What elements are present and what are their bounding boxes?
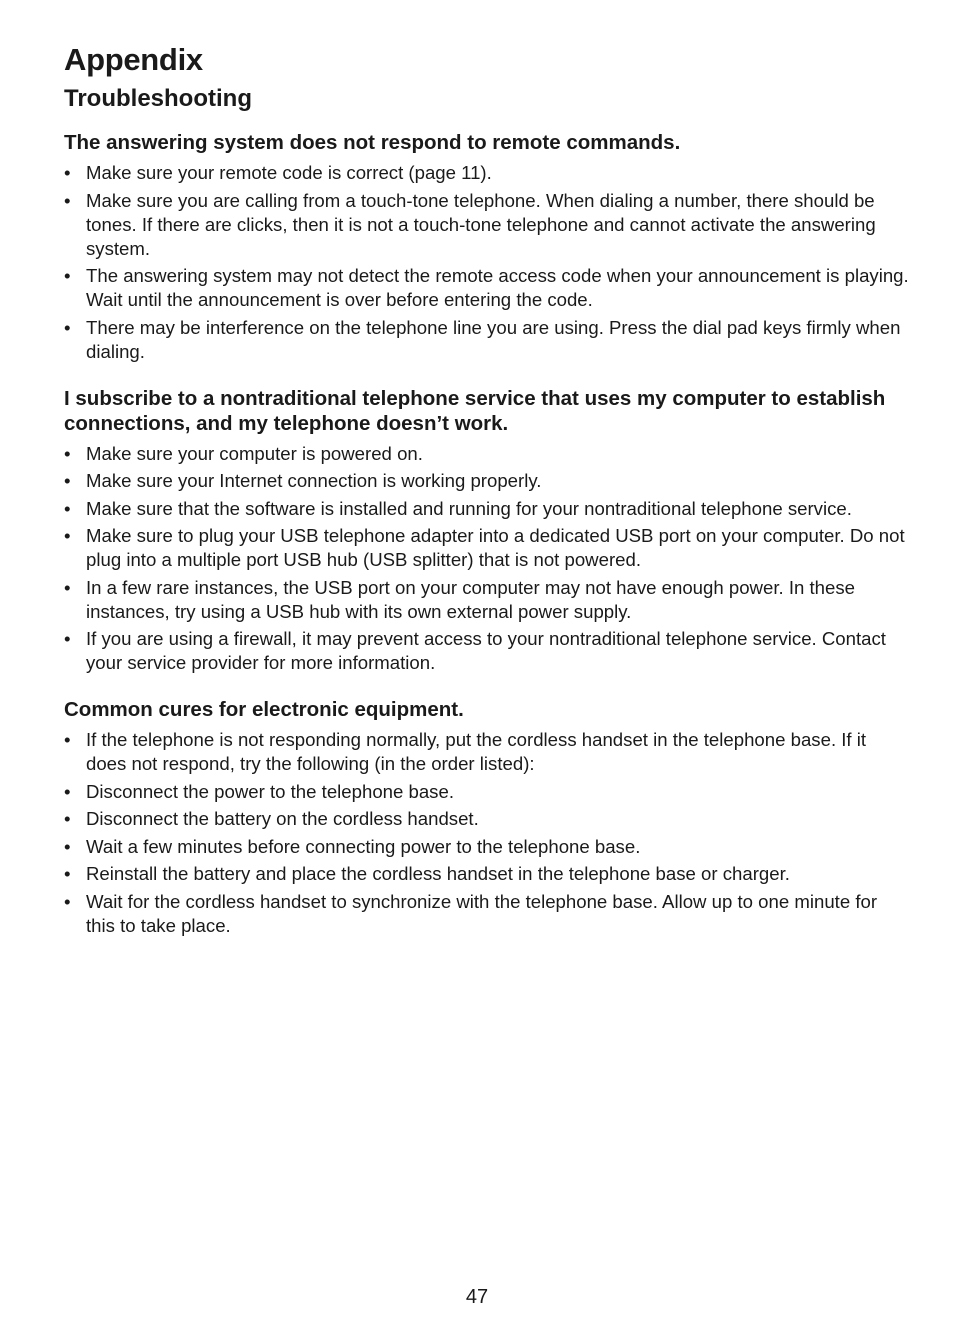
bullet-icon: •	[64, 525, 71, 546]
list-item	[64, 189, 910, 261]
list-item-text: Make sure you are calling from a touch-tone telephone. When dialing a number, there should be tones. If there are clicks, then it is not a touch-tone telephone and cannot activate the answering system.	[86, 189, 876, 259]
list-item-text: Make sure your remote code is correct (page 11).	[86, 162, 492, 183]
bullet-icon: •	[64, 316, 71, 338]
list-item	[64, 728, 910, 776]
list-item-text: Make sure to plug your USB telephone adapter into a dedicated USB port on your computer. Do not plug into a multiple port USB hub (USB splitter) that is not powered.	[86, 525, 905, 570]
topic-heading: Common cures for electronic equipment.	[64, 698, 464, 721]
list-item	[64, 780, 910, 804]
list-item-text: Make sure your computer is powered on.	[86, 442, 423, 464]
list-item	[64, 497, 910, 521]
bullet-icon: •	[64, 729, 71, 750]
bullet-icon: •	[64, 780, 71, 802]
bullet-list	[64, 442, 910, 676]
list-item	[64, 524, 910, 572]
bullet-icon: •	[64, 628, 71, 649]
topic-heading: The answering system does not respond to remote commands.	[64, 131, 681, 154]
chapter-title: Appendix	[64, 42, 203, 77]
list-item	[64, 807, 910, 831]
list-item-text: Make sure your Internet connection is working properly.	[86, 470, 542, 491]
bullet-icon: •	[64, 863, 71, 884]
list-item-text: There may be interference on the telephone line you are using. Press the dial pad keys firmly when dialing.	[86, 316, 901, 362]
list-item	[64, 890, 910, 938]
list-item	[64, 264, 910, 312]
list-item-text: In a few rare instances, the USB port on your computer may not have enough power. In these instances, try using a USB hub with its own external power supply.	[86, 576, 855, 622]
bullet-icon: •	[64, 442, 71, 464]
bullet-icon: •	[64, 470, 71, 491]
bullet-icon: •	[64, 808, 71, 829]
document-page	[64, 40, 910, 941]
bullet-icon: •	[64, 890, 71, 912]
bullet-icon: •	[64, 497, 71, 519]
list-item-text: Disconnect the battery on the cordless handset.	[86, 808, 479, 829]
bullet-icon: •	[64, 265, 71, 286]
list-item-text: Wait a few minutes before connecting power to the telephone base.	[86, 835, 641, 857]
list-item-text: If you are using a firewall, it may prevent access to your nontraditional telephone service. Contact your service provider for more information.	[86, 628, 886, 673]
list-item	[64, 627, 910, 675]
list-item	[64, 161, 910, 185]
bullet-icon: •	[64, 189, 71, 211]
list-item-text: Reinstall the battery and place the cordless handset in the telephone base or charger.	[86, 863, 790, 884]
topic-remote-commands	[64, 130, 910, 364]
bullet-list	[64, 728, 910, 938]
list-item	[64, 835, 910, 859]
list-item-text: The answering system may not detect the remote access code when your announcement is playing. Wait until the announcement is over before entering the code.	[86, 265, 909, 310]
list-item-text: Make sure that the software is installed and running for your nontraditional telephone service.	[86, 497, 852, 519]
bullet-list	[64, 161, 910, 364]
list-item	[64, 316, 910, 364]
list-item	[64, 442, 910, 466]
list-item-text: Disconnect the power to the telephone base.	[86, 780, 454, 802]
topic-nontraditional-service	[64, 386, 910, 676]
bullet-icon: •	[64, 835, 71, 857]
bullet-icon: •	[64, 162, 71, 183]
topic-heading: I subscribe to a nontraditional telephone service that uses my computer to establish connections, and my telephone doesn’t work.	[64, 386, 886, 435]
section-title: Troubleshooting	[64, 85, 252, 112]
list-item-text: If the telephone is not responding normally, put the cordless handset in the telephone base. If it does not respond, try the following (in the order listed):	[86, 729, 867, 774]
list-item	[64, 576, 910, 624]
list-item-text: Wait for the cordless handset to synchronize with the telephone base. Allow up to one minute for this to take place.	[86, 890, 878, 936]
bullet-icon: •	[64, 576, 71, 598]
list-item	[64, 469, 910, 493]
topic-common-cures	[64, 697, 910, 938]
list-item	[64, 862, 910, 886]
page-number: 47	[465, 1286, 489, 1308]
